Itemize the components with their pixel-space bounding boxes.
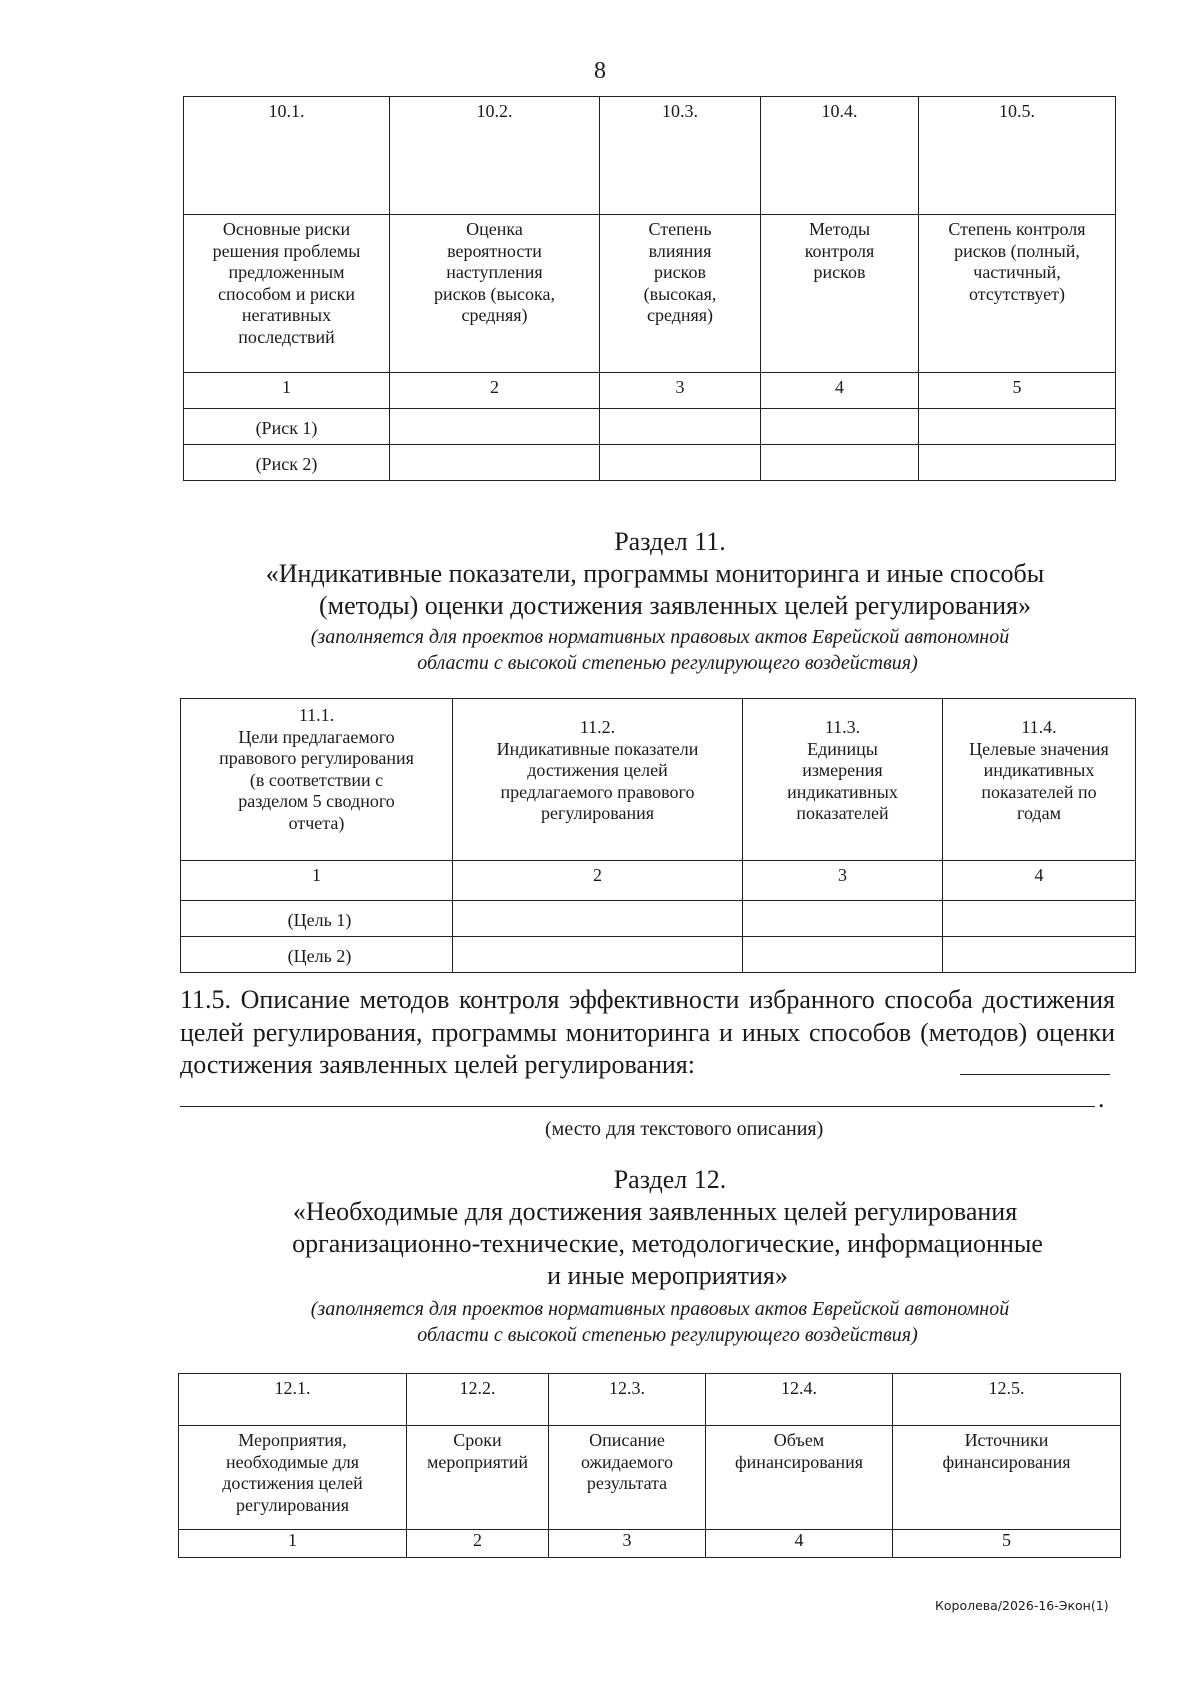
section-12-subtitle-line-2: организационно-технические, методологические, информационные	[292, 1229, 1043, 1258]
section-11-subtitle-line-2: (методы) оценки достижения заявленных целей регулирования»	[319, 591, 1031, 620]
risks-code: 10.4.	[761, 97, 919, 215]
measures-header-cell: Источники финансирования	[893, 1426, 1121, 1530]
column-number: 1	[181, 861, 453, 901]
measures-header-row	[179, 1426, 1121, 1530]
table-row	[184, 445, 1116, 481]
measures-header-cell: Сроки мероприятий	[407, 1426, 549, 1530]
measures-number-row	[179, 1530, 1121, 1558]
page-number: 8	[594, 58, 606, 84]
indicators-table	[180, 698, 1136, 973]
measures-code: 12.5.	[893, 1374, 1121, 1426]
risks-number-row	[184, 373, 1116, 409]
measures-header-cell: Объем финансирования	[706, 1426, 893, 1530]
paragraph-11-5: 11.5. Описание методов контроля эффективности избранного способа достижения целей регулирования, программы мониторинга и иных способов (методов) оценки достижения заявленных целей регулирования:	[180, 985, 1115, 1079]
measures-code: 12.3.	[549, 1374, 706, 1426]
column-number: 2	[453, 861, 743, 901]
risks-header-cell: Степень влияния рисков (высокая, средняя)	[600, 215, 761, 373]
column-number: 2	[407, 1530, 549, 1558]
measures-code: 12.4.	[706, 1374, 893, 1426]
risks-header-cell: Методы контроля рисков	[761, 215, 919, 373]
column-number: 3	[549, 1530, 706, 1558]
risks-header-cell: Основные риски решения проблемы предложенным способом и риски негативных последствий	[184, 215, 390, 373]
measures-table	[178, 1373, 1121, 1558]
fill-in-line	[180, 1106, 1095, 1107]
column-number: 4	[706, 1530, 893, 1558]
column-number: 3	[743, 861, 943, 901]
risks-table	[183, 96, 1116, 481]
risks-header-cell: Оценка вероятности наступления рисков (высока, средняя)	[390, 215, 600, 373]
section-12-subtitle-line-1: «Необходимые для достижения заявленных целей регулирования	[292, 1197, 1018, 1226]
measures-code: 12.1.	[179, 1374, 407, 1426]
section-12-title: Раздел 12.	[613, 1165, 727, 1194]
column-number: 1	[179, 1530, 407, 1558]
risk-label: (Риск 2)	[184, 445, 390, 481]
goal-label: (Цель 1)	[181, 901, 453, 937]
indicators-header-cell: 11.1. Цели предлагаемого правового регулирования (в соответствии с разделом 5 сводного отчета)	[181, 699, 453, 861]
risks-code: 10.1.	[184, 97, 390, 215]
section-11-title: Раздел 11.	[614, 527, 726, 556]
goal-label: (Цель 2)	[181, 937, 453, 973]
column-number: 5	[919, 373, 1116, 409]
column-number: 2	[390, 373, 600, 409]
measures-header-cell: Описание ожидаемого результата	[549, 1426, 706, 1530]
risk-label: (Риск 1)	[184, 409, 390, 445]
column-number: 1	[184, 373, 390, 409]
column-number: 5	[893, 1530, 1121, 1558]
measures-code-row	[179, 1374, 1121, 1426]
fill-in-line	[960, 1074, 1110, 1075]
risks-code-row	[184, 97, 1116, 215]
fill-in-line-end: .	[1098, 1084, 1105, 1113]
column-number: 4	[943, 861, 1136, 901]
section-12-subtitle-line-3: и иные мероприятия»	[547, 1261, 788, 1290]
risks-code: 10.2.	[390, 97, 600, 215]
table-row	[181, 937, 1136, 973]
indicators-header-row	[181, 699, 1136, 861]
table-row	[181, 901, 1136, 937]
text-description-caption: (место для текстового описания)	[545, 1118, 824, 1140]
risks-header-cell: Степень контроля рисков (полный, частичный, отсутствует)	[919, 215, 1116, 373]
column-number: 3	[600, 373, 761, 409]
section-12-note-line-2: области с высокой степенью регулирующего воздействия)	[417, 1324, 918, 1346]
section-11-note-line-2: области с высокой степенью регулирующего воздействия)	[417, 652, 918, 674]
indicators-number-row	[181, 861, 1136, 901]
risks-header-row	[184, 215, 1116, 373]
section-12-note-line-1: (заполняется для проектов нормативных правовых актов Еврейской автономной	[310, 1298, 1010, 1320]
indicators-header-cell: 11.2. Индикативные показатели достижения целей предлагаемого правового регулирования	[453, 699, 743, 861]
measures-header-cell: Мероприятия, необходимые для достижения целей регулирования	[179, 1426, 407, 1530]
indicators-header-cell: 11.4. Целевые значения индикативных показателей по годам	[943, 699, 1136, 861]
measures-code: 12.2.	[407, 1374, 549, 1426]
column-number: 4	[761, 373, 919, 409]
document-footer-code: Королева/2026-16-Экон(1)	[935, 1598, 1109, 1613]
risks-code: 10.3.	[600, 97, 761, 215]
section-11-subtitle-line-1: «Индикативные показатели, программы мониторинга и иные способы	[265, 559, 1045, 588]
indicators-header-cell: 11.3. Единицы измерения индикативных показателей	[743, 699, 943, 861]
table-row	[184, 409, 1116, 445]
risks-code: 10.5.	[919, 97, 1116, 215]
section-11-note-line-1: (заполняется для проектов нормативных правовых актов Еврейской автономной	[310, 626, 1010, 648]
